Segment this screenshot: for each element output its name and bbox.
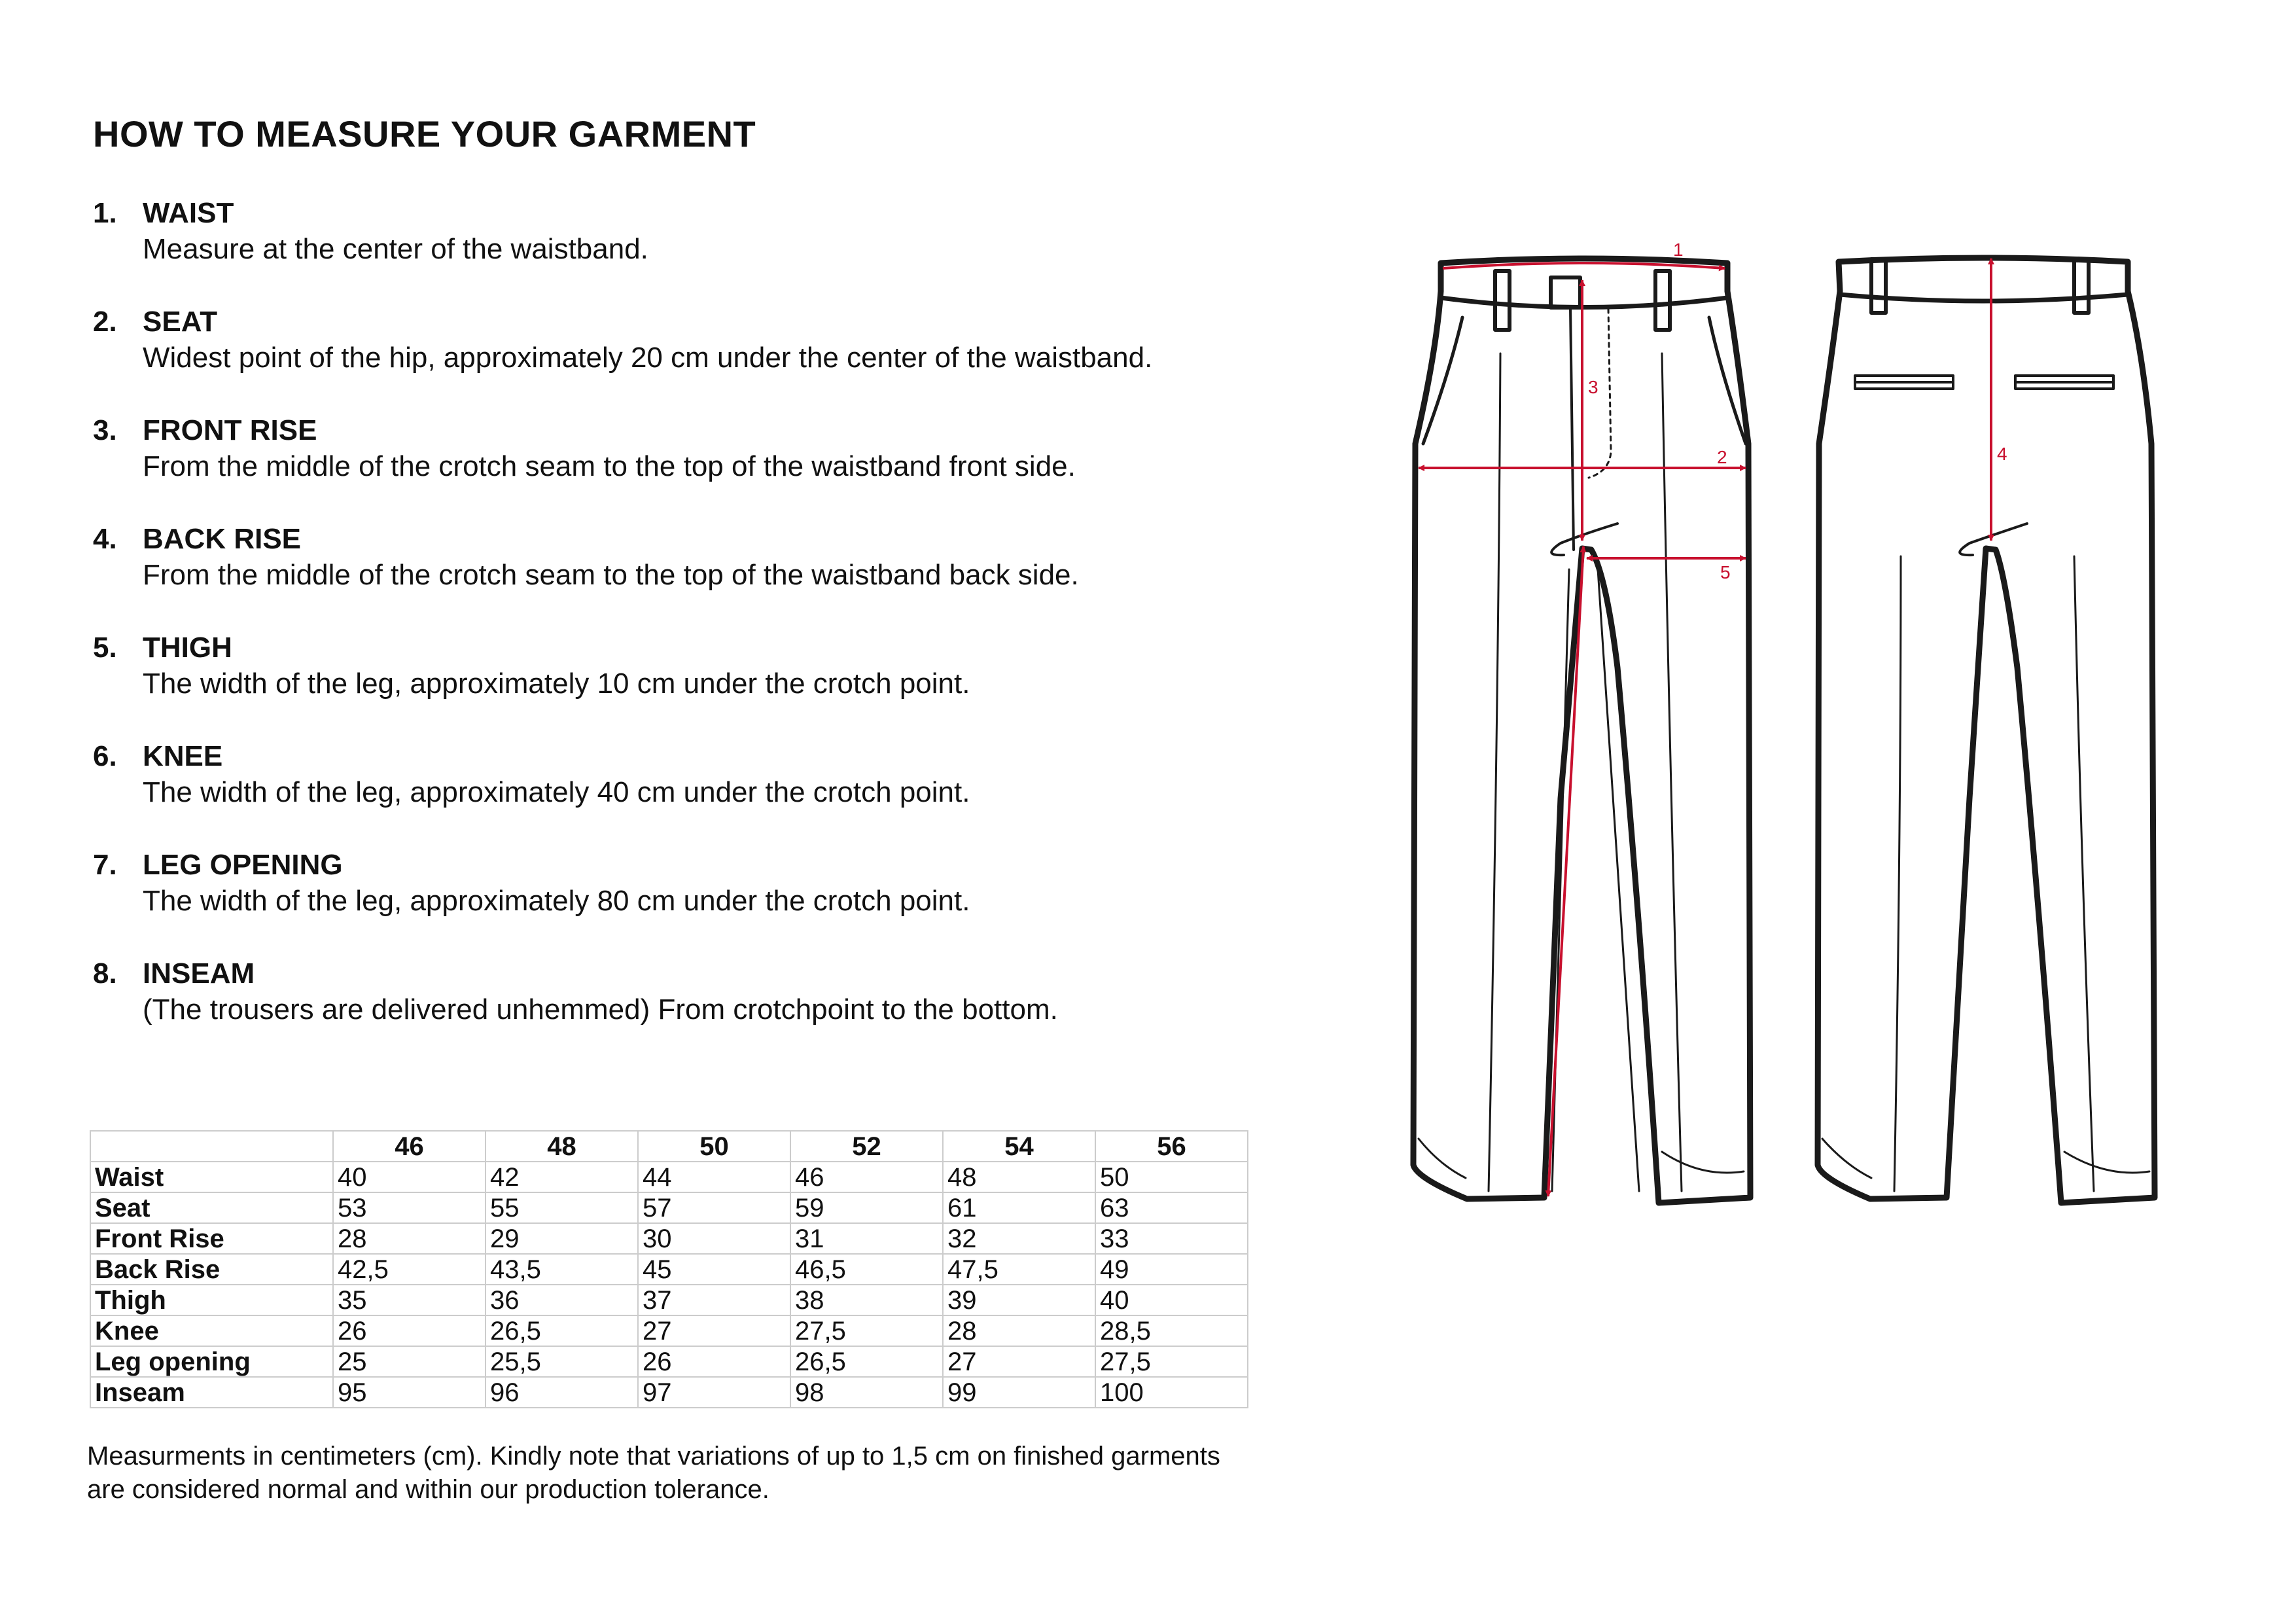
step-description: From the middle of the crotch seam to the top of the waistband front side. (143, 450, 1076, 482)
table-cell: 48 (943, 1162, 1095, 1192)
step-description: Widest point of the hip, approximately 20 cm under the center of the waistband. (143, 342, 1153, 374)
table-cell: 25,5 (486, 1346, 638, 1377)
waist-marker-label: 1 (1673, 240, 1684, 260)
step-number: 6. (93, 740, 117, 772)
step-description: From the middle of the crotch seam to the top of the waistband back side. (143, 559, 1079, 591)
size-column-header: 52 (790, 1131, 943, 1162)
table-row (90, 1254, 1248, 1285)
front-rise-marker-label: 3 (1588, 377, 1598, 397)
front-hem-left (1419, 1139, 1466, 1178)
row-label: Front Rise (90, 1223, 333, 1254)
seat-marker-label: 2 (1717, 447, 1727, 467)
size-header-row (90, 1131, 1248, 1162)
row-label: Seat (90, 1192, 333, 1223)
back-crease-left (1894, 556, 1901, 1191)
trousers-diagram (1394, 236, 2192, 1243)
table-cell: 28 (943, 1315, 1095, 1346)
step-number: 2. (93, 306, 117, 338)
row-label: Inseam (90, 1377, 333, 1408)
row-label: Thigh (90, 1285, 333, 1315)
table-cell: 26 (638, 1346, 790, 1377)
size-column-header: 48 (486, 1131, 638, 1162)
size-column-header: 54 (943, 1131, 1095, 1162)
step-heading: KNEE (143, 740, 223, 772)
waist-measure-line (1443, 263, 1725, 268)
step-heading: INSEAM (143, 957, 255, 990)
table-cell: 42,5 (333, 1254, 486, 1285)
thigh-marker-label: 5 (1720, 562, 1731, 582)
table-cell: 28 (333, 1223, 486, 1254)
table-cell: 63 (1095, 1192, 1248, 1223)
table-row (90, 1346, 1248, 1377)
step-heading: BACK RISE (143, 523, 302, 555)
back-belt-loop-right (2074, 259, 2089, 313)
table-cell: 40 (333, 1162, 486, 1192)
table-cell: 27,5 (1095, 1346, 1248, 1377)
table-cell: 99 (943, 1377, 1095, 1408)
row-label: Back Rise (90, 1254, 333, 1285)
size-column-header: 50 (638, 1131, 790, 1162)
table-row (90, 1285, 1248, 1315)
back-rise-marker-label: 4 (1997, 444, 2007, 464)
table-cell: 95 (333, 1377, 486, 1408)
table-cell: 46,5 (790, 1254, 943, 1285)
table-cell: 43,5 (486, 1254, 638, 1285)
size-column-header: 46 (333, 1131, 486, 1162)
table-cell: 50 (1095, 1162, 1248, 1192)
table-cell: 49 (1095, 1254, 1248, 1285)
table-cell: 26 (333, 1315, 486, 1346)
table-cell: 30 (638, 1223, 790, 1254)
table-row (90, 1315, 1248, 1346)
step-heading: THIGH (143, 632, 232, 664)
step-heading: SEAT (143, 306, 218, 338)
table-row (90, 1192, 1248, 1223)
table-cell: 55 (486, 1192, 638, 1223)
step-description: Measure at the center of the waistband. (143, 233, 648, 265)
table-row (90, 1162, 1248, 1192)
row-label: Knee (90, 1315, 333, 1346)
table-cell: 38 (790, 1285, 943, 1315)
table-corner-cell (90, 1131, 333, 1162)
step-number: 1. (93, 197, 117, 229)
step-description: The width of the leg, approximately 40 cm under the crotch point. (143, 776, 970, 808)
step-number: 3. (93, 414, 117, 446)
back-hem-left (1822, 1139, 1871, 1178)
table-cell: 59 (790, 1192, 943, 1223)
table-cell: 46 (790, 1162, 943, 1192)
step-number: 4. (93, 523, 117, 555)
table-cell: 39 (943, 1285, 1095, 1315)
table-cell: 28,5 (1095, 1315, 1248, 1346)
table-cell: 40 (1095, 1285, 1248, 1315)
table-cell: 36 (486, 1285, 638, 1315)
size-column-header: 56 (1095, 1131, 1248, 1162)
table-row (90, 1223, 1248, 1254)
back-pocket-left (1855, 376, 1953, 389)
step-description: The width of the leg, approximately 10 cm under the crotch point. (143, 668, 970, 700)
table-cell: 96 (486, 1377, 638, 1408)
table-cell: 27,5 (790, 1315, 943, 1346)
front-belt-loop-left (1495, 271, 1510, 330)
measurement-note: Measurments in centimeters (cm). Kindly note that variations of up to 1,5 cm on finished garments are considered normal and within our production tolerance. (87, 1442, 1220, 1504)
front-fly-seam (1570, 308, 1574, 550)
step-heading: WAIST (143, 197, 234, 229)
back-outline (1818, 258, 2155, 1203)
back-waistband-bottom (1840, 294, 2128, 301)
table-cell: 57 (638, 1192, 790, 1223)
table-cell: 29 (486, 1223, 638, 1254)
table-cell: 61 (943, 1192, 1095, 1223)
step-description: (The trousers are delivered unhemmed) From crotchpoint to the bottom. (143, 993, 1058, 1026)
table-cell: 44 (638, 1162, 790, 1192)
size-chart-table (90, 1130, 1248, 1408)
table-cell: 97 (638, 1377, 790, 1408)
step-number: 8. (93, 957, 117, 990)
table-cell: 27 (943, 1346, 1095, 1377)
step-number: 7. (93, 849, 117, 881)
page-title: HOW TO MEASURE YOUR GARMENT (93, 113, 756, 154)
measurement-lines (1419, 259, 1991, 1196)
table-cell: 32 (943, 1223, 1095, 1254)
front-belt-loop-right (1655, 271, 1670, 330)
back-belt-loop-left (1871, 259, 1886, 313)
table-cell: 35 (333, 1285, 486, 1315)
row-label: Waist (90, 1162, 333, 1192)
table-cell: 45 (638, 1254, 790, 1285)
table-cell: 100 (1095, 1377, 1248, 1408)
table-cell: 27 (638, 1315, 790, 1346)
table-row (90, 1377, 1248, 1408)
front-crease-left (1489, 353, 1500, 1191)
front-waistband-bottom (1441, 298, 1727, 308)
table-cell: 33 (1095, 1223, 1248, 1254)
front-crease-right (1662, 353, 1682, 1191)
row-label: Leg opening (90, 1346, 333, 1377)
table-cell: 37 (638, 1285, 790, 1315)
front-hem-right (1662, 1152, 1744, 1173)
step-heading: FRONT RISE (143, 414, 317, 446)
table-cell: 98 (790, 1377, 943, 1408)
front-button-tab (1551, 277, 1580, 308)
step-description: The width of the leg, approximately 80 cm under the crotch point. (143, 885, 970, 917)
table-cell: 26,5 (790, 1346, 943, 1377)
table-cell: 26,5 (486, 1315, 638, 1346)
back-pocket-right (2015, 376, 2113, 389)
table-cell: 31 (790, 1223, 943, 1254)
step-heading: LEG OPENING (143, 849, 343, 881)
table-cell: 53 (333, 1192, 486, 1223)
table-cell: 25 (333, 1346, 486, 1377)
step-number: 5. (93, 632, 117, 664)
back-hem-right (2064, 1152, 2149, 1173)
trousers-back-view (1818, 258, 2155, 1203)
table-cell: 47,5 (943, 1254, 1095, 1285)
back-crease-right (2074, 556, 2094, 1191)
inseam-measure-line (1548, 546, 1583, 1196)
table-cell: 42 (486, 1162, 638, 1192)
